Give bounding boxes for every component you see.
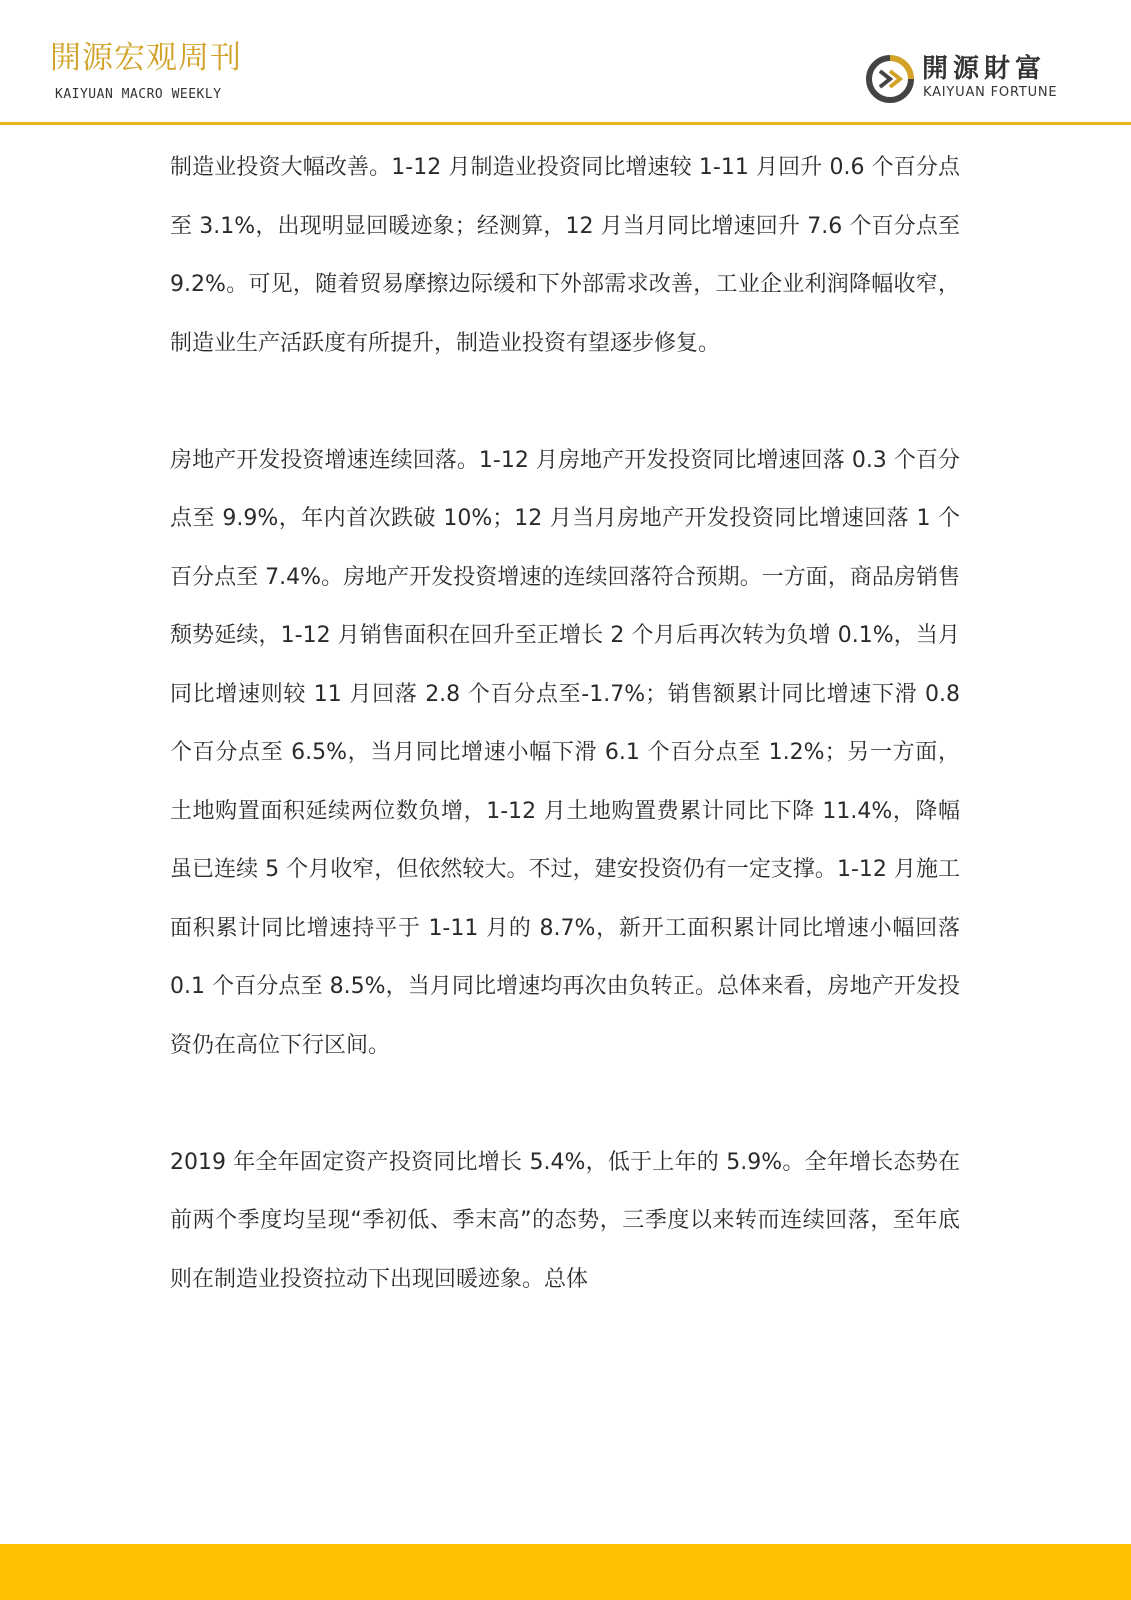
header-divider (0, 122, 1131, 125)
paragraph-manufacturing-investment: 制造业投资大幅改善。1-12 月制造业投资同比增速较 1-11 月回升 0.6 个百分点至 3.1%，出现明显回暖迹象；经测算，12 月当月同比增速回升 7.6 个百分点至 9.2%。可见，随着贸易摩擦边际缓和下外部需求改善，工业企业利润降幅收窄，制造业生产活跃度有所提升，制造业投资有望逐步修复。 (170, 155, 960, 356)
page-header (0, 0, 1131, 126)
footer-bar (0, 1544, 1131, 1600)
kaiyuan-logo-icon (866, 55, 914, 103)
paragraph-fixed-asset-investment: 2019 年全年固定资产投资同比增长 5.4%，低于上年的 5.9%。全年增长态势在前两个季度均呈现“季初低、季末高”的态势，三季度以来转而连续回落，至年底则在制造业投资拉动下出现回暖迹象。总体 (170, 1149, 960, 1292)
logo-name-cn: 開源財富 (922, 54, 1047, 84)
logo-name-en: KAIYUAN FORTUNE (923, 85, 1058, 100)
publication-title: 開源宏观周刊 (50, 40, 242, 76)
publication-subtitle: KAIYUAN MACRO WEEKLY (55, 87, 222, 102)
company-logo (866, 55, 1096, 107)
paragraph-real-estate-investment: 房地产开发投资增速连续回落。1-12 月房地产开发投资同比增速回落 0.3 个百分点至 9.9%，年内首次跌破 10%；12 月当月房地产开发投资同比增速回落 1 个百分点至 7.4%。房地产开发投资增速的连续回落符合预期。一方面，商品房销售颓势延续，1-12 月销售面积在回升至正增长 2 个月后再次转为负增 0.1%，当月同比增速则较 11 月回落 2.8 个百分点至-1.7%；销售额累计同比增速下滑 0.8 个百分点至 6.5%，当月同比增速小幅下滑 6.1 个百分点至 1.2%；另一方面，土地购置面积延续两位数负增，1-12 月土地购置费累计同比下降 11.4%，降幅虽已连续 5 个月收窄，但依然较大。不过，建安投资仍有一定支撑。1-12 月施工面积累计同比增速持平于 1-11 月的 8.7%，新开工面积累计同比增速小幅回落 0.1 个百分点至 8.5%，当月同比增速均再次由负转正。总体来看，房地产开发投资仍在高位下行区间。 (170, 447, 960, 1058)
article-body (170, 139, 960, 1368)
